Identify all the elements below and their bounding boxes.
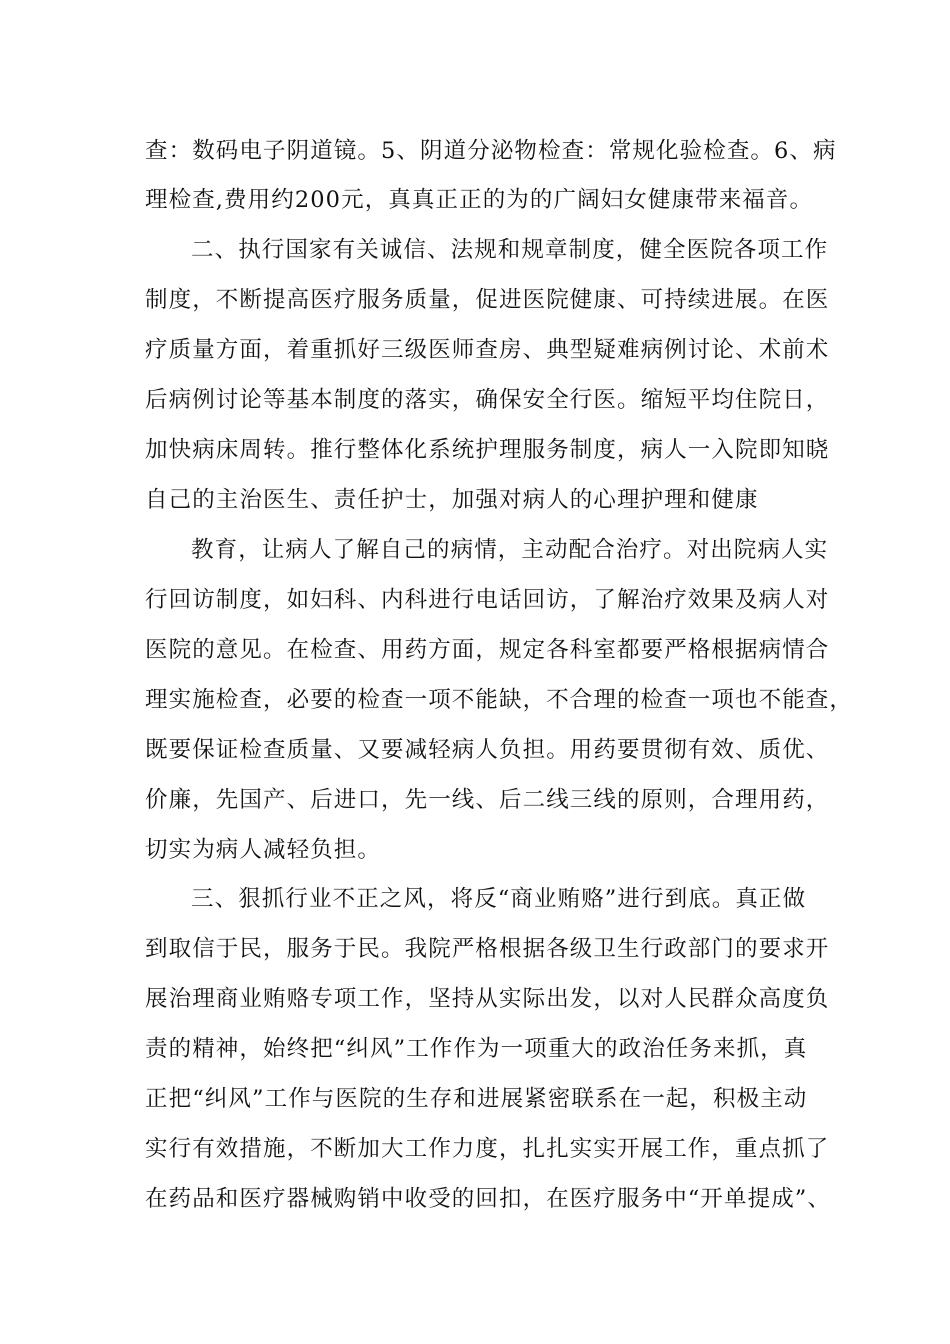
text-line: 实行有效措施，不断加大工作力度，扎扎实实开展工作，重点抓了	[145, 1136, 830, 1162]
paragraph-first-line: 教育，让病人了解自己的病情，主动配合治疗。对出院病人实	[191, 537, 829, 563]
text-line: 价廉，先国产、后进口，先一线、后二线三线的原则，合理用药，	[145, 787, 830, 813]
text-line: 医院的意见。在检查、用药方面，规定各科室都要严格根据病情合	[145, 637, 830, 663]
paragraph-first-line: 三、狠抓行业不正之风，将反“商业贿赂”进行到底。真正做	[191, 886, 807, 912]
text-line: 行回访制度，如妇科、内科进行电话回访，了解治疗效果及病人对	[145, 587, 830, 613]
text-line: 理实施检查，必要的检查一项不能缺，不合理的检查一项也不能查，	[145, 687, 854, 713]
text-line: 自己的主治医生、责任护士，加强对病人的心理护理和健康	[145, 487, 759, 513]
text-line: 既要保证检查质量、又要减轻病人负担。用药要贯彻有效、质优、	[145, 737, 830, 763]
text-line: 后病例讨论等基本制度的落实，确保安全行医。缩短平均住院日，	[145, 387, 830, 413]
paragraph-first-line: 二、执行国家有关诚信、法规和规章制度，健全医院各项工作	[191, 237, 829, 263]
text-line: 正把“纠风”工作与医院的生存和进展紧密联系在一起，积极主动	[145, 1086, 808, 1112]
text-line: 责的精神，始终把“纠风”工作作为一项重大的政治任务来抓，真	[145, 1036, 808, 1062]
text-line: 查：数码电子阴道镜。5、阴道分泌物检查：常规化验检查。6、病	[145, 138, 837, 164]
text-line: 加快病床周转。推行整体化系统护理服务制度，病人一入院即知晓	[145, 437, 830, 463]
text-line: 到取信于民，服务于民。我院严格根据各级卫生行政部门的要求开	[145, 936, 830, 962]
text-line: 理检查,费用约200元，真真正正的为的广阔妇女健康带来福音。	[145, 187, 814, 213]
text-line: 切实为病人减轻负担。	[145, 837, 382, 863]
text-line: 疗质量方面，着重抓好三级医师查房、典型疑难病例讨论、术前术	[145, 337, 830, 363]
text-line: 制度，不断提高医疗服务质量，促进医院健康、可持续进展。在医	[145, 287, 830, 313]
text-line: 在药品和医疗器械购销中收受的回扣，在医疗服务中“开单提成”、	[145, 1186, 832, 1212]
text-line: 展治理商业贿赂专项工作，坚持从实际出发，以对人民群众高度负	[145, 986, 830, 1012]
